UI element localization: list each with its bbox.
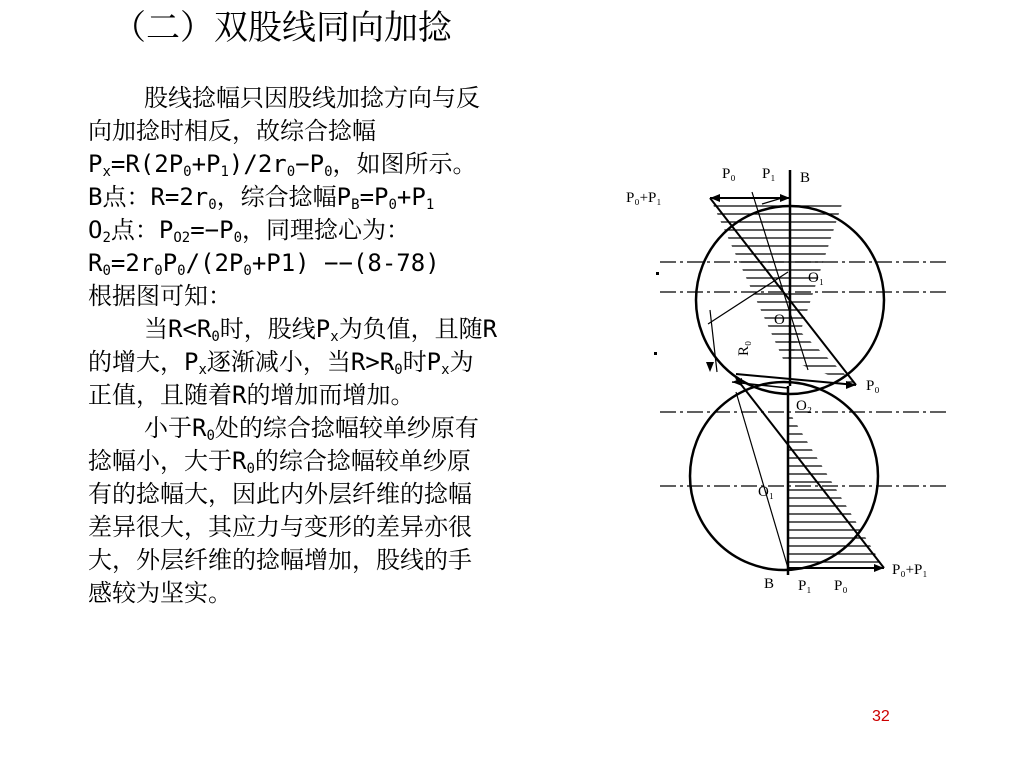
label-p0p1-left: P₀+P₁ <box>626 190 662 206</box>
label-p0p1-right: P₀+P₁ <box>892 562 928 578</box>
label-p0-bottom: P₀ <box>834 578 848 594</box>
dash-dot-axes <box>660 262 948 486</box>
text-line: 有的捻幅大，因此内外层纤维的捻幅 <box>88 480 472 508</box>
label-p0-right: P₀ <box>866 378 880 394</box>
label-o-center: O <box>774 312 785 328</box>
formula-r0: $R_0=2r_0P_0/(2P_0+P1) --(8-78)$ <box>88 249 440 279</box>
text-line: 大，外层纤维的捻幅增加，股线的手 <box>88 546 472 574</box>
text-line: 差异很大，其应力与变形的差异亦很 <box>88 513 472 541</box>
label-b-top: B <box>800 170 811 186</box>
lower-circle <box>690 382 878 570</box>
text-line: 正值，且随着R的增加而增加。 <box>88 381 415 409</box>
stray-dot <box>654 352 657 355</box>
label-p1-bottom: P₁ <box>798 578 812 594</box>
label-p0-top: P₀ <box>722 166 736 182</box>
stray-dot <box>656 272 659 275</box>
text-line: 感较为坚实。 <box>88 579 232 607</box>
hatch-lower <box>782 418 892 562</box>
text-line: 的增大，$P_x$逐渐减小，当$R>R_0$时$P_x$为 <box>88 348 474 378</box>
formula-px: $P_x=R(2P_0+P_1)/2r_0-P_0$，如图所示。 <box>88 150 477 180</box>
text-line: 小于$R_0$处的综合捻幅较单纱原有 <box>144 414 479 444</box>
slide-title: （二）双股线同向加捻 <box>112 8 452 48</box>
text-line: 捻幅小，大于$R_0$的综合捻幅较单纱原 <box>88 447 471 477</box>
text-line: 股线捻幅只因股线加捻方向与反 <box>144 84 480 112</box>
label-o1-lower: O₁ <box>758 484 775 500</box>
label-o1-upper: O₁ <box>808 270 825 286</box>
twist-diagram <box>612 160 972 600</box>
hatch-upper <box>702 206 852 358</box>
body-text <box>88 82 648 610</box>
text-line: 向加捻时相反，故综合捻幅 <box>88 117 376 145</box>
label-b-bottom: B <box>764 576 775 592</box>
label-p1-top: P₁ <box>762 166 776 182</box>
label-r0: R₀ <box>736 340 752 356</box>
text-line: 根据图可知： <box>88 282 232 310</box>
text-line: 当$R<R_0$时，股线$P_x$为负值，且随R <box>144 315 498 345</box>
formula-po2: $O_2$点：$P_{O2}=-P_0$，同理捻心为： <box>88 216 410 246</box>
formula-pb: B点：$R=2r_0$，综合捻幅$P_B=P_0+P_1$ <box>88 183 435 213</box>
label-o2: O₂ <box>796 398 813 414</box>
page-number: 32 <box>872 708 890 725</box>
